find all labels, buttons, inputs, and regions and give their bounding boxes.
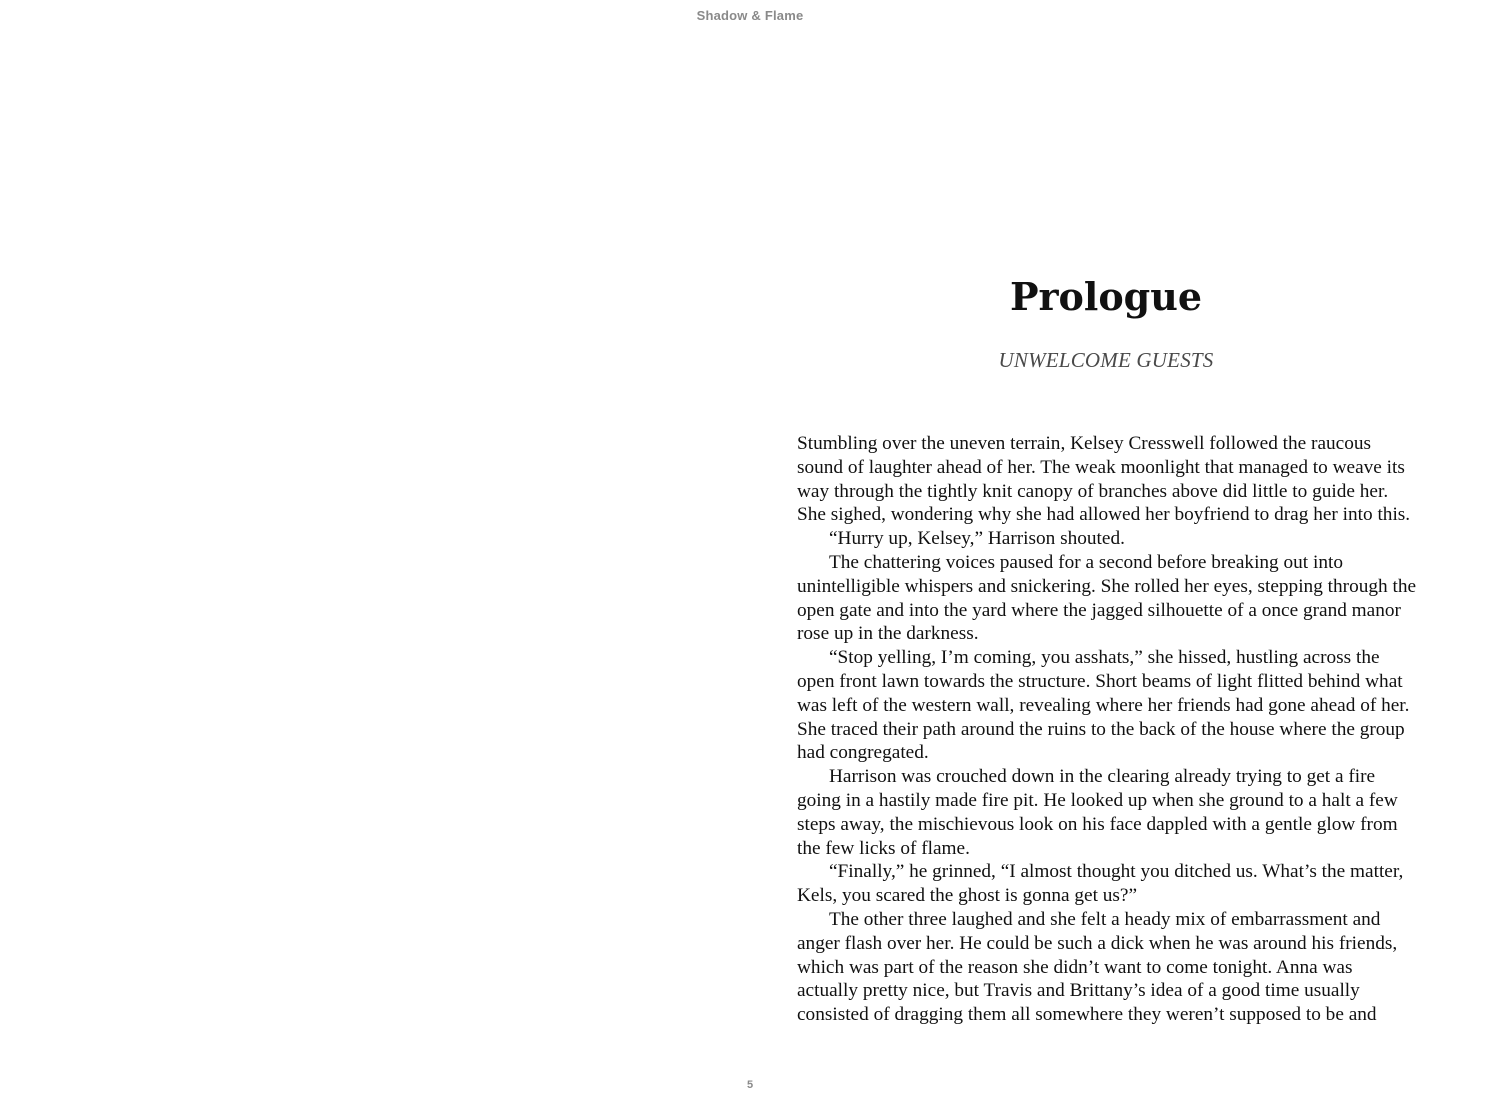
chapter-title: Prologue xyxy=(1009,274,1203,319)
paragraph: The other three laughed and she felt a heady mix of embarrassment and anger flash over her. He could be such a dick when he was around his friends, which was part of the reason she didn’t want to come tonight. Anna was actually pretty nice, but Travis and Brittany’s idea of a good time usually consisted of dragging them all somewhere they weren’t supposed to be and xyxy=(797,908,1398,1026)
paragraph: The chattering voices paused for a second before breaking out into unintelligible whispers and snickering. She rolled her eyes, stepping through the open gate and into the yard where the jagged silhouette of a once grand manor rose up in the darkness. xyxy=(797,551,1417,645)
left-page-blank xyxy=(0,40,750,1070)
paragraph: “Hurry up, Kelsey,” Harrison shouted. xyxy=(829,528,1125,550)
paragraph: Stumbling over the uneven terrain, Kelsey Cresswell followed the raucous sound of laughter ahead of her. The weak moonlight that managed to weave its way through the tightly knit canopy of branches above did little to guide her. She sighed, wondering why she had allowed her boyfriend to drag her into this. xyxy=(797,433,1411,526)
paragraph: “Finally,” he grinned, “I almost thought you ditched us. What’s the matter, Kels, you scared the ghost is gonna get us?” xyxy=(797,861,1404,907)
chapter-body xyxy=(797,432,1417,1027)
right-page xyxy=(750,40,1500,1070)
paragraph: Harrison was crouched down in the clearing already trying to get a fire going in a hastily made fire pit. He looked up when she ground to a halt a few steps away, the mischievous look on his face dappled with a gentle glow from the few licks of flame. xyxy=(797,766,1398,859)
paragraph: “Stop yelling, I’m coming, you asshats,” she hissed, hustling across the open front lawn towards the structure. Short beams of light flitted behind what was left of the western wall, revealing where her friends had gone ahead of her. She traced their path around the ruins to the back of the house where the group had congregated. xyxy=(797,647,1410,764)
book-title: Shadow & Flame xyxy=(696,8,804,23)
chapter-subtitle: UNWELCOME GUESTS xyxy=(998,348,1214,372)
page-number: 5 xyxy=(746,1079,754,1091)
